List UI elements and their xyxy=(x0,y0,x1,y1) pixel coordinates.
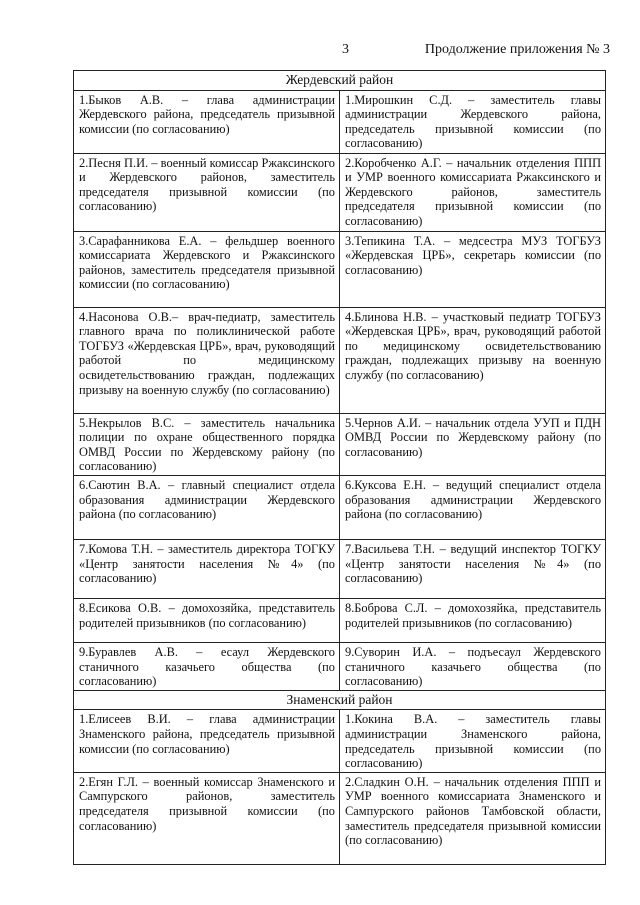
section-title: Жердевский район xyxy=(74,71,606,91)
table-row xyxy=(74,772,606,864)
table-row xyxy=(74,307,606,413)
reserve-member-cell: 9.Суворин И.А. – подъесаул Жердевского станичного казачьего общества (по согласованию) xyxy=(340,642,606,690)
table-row xyxy=(74,475,606,539)
commission-table xyxy=(73,70,606,865)
main-member-cell: 2.Егян Г.Л. – военный комиссар Знаменского и Сампурского районов, заместитель председателя призывной комиссии (по согласованию) xyxy=(74,772,340,864)
section-header-row xyxy=(74,71,606,91)
reserve-member-cell: 2.Сладкин О.Н. – начальник отделения ППП и УМР военного комиссариата Знаменского и Сампурского районов Тамбовской области, заместитель председателя призывной комиссии (по согласованию) xyxy=(340,772,606,864)
main-member-cell: 3.Сарафанникова Е.А. – фельдшер военного комиссариата Жердевского и Ржаксинского районов, заместитель председателя призывной комиссии (по согласованию) xyxy=(74,231,340,307)
table-row xyxy=(74,642,606,690)
page-number: 3 xyxy=(342,42,349,57)
main-member-cell: 8.Есикова О.В. – домохозяйка, представитель родителей призывников (по согласованию) xyxy=(74,598,340,642)
main-member-cell: 4.Насонова О.В.– врач-педиатр, заместитель главного врача по поликлинической работе ТОГБУЗ «Жердевская ЦРБ», врач, руководящий работой по медицинскому освидетельствованию граждан, подлежащих призыву на военную службу (по согласованию) xyxy=(74,307,340,413)
reserve-member-cell: 5.Чернов А.И. – начальник отдела УУП и ПДН ОМВД России по Жердевскому району (по согласованию) xyxy=(340,413,606,475)
table-row xyxy=(74,710,606,772)
reserve-member-cell: 1.Кокина В.А. – заместитель главы администрации Знаменского района, председатель призывной комиссии (по согласованию) xyxy=(340,710,606,772)
section-title: Знаменский район xyxy=(74,690,606,710)
reserve-member-cell: 7.Васильева Т.Н. – ведущий инспектор ТОГКУ «Центр занятости населения №4» (по согласованию) xyxy=(340,539,606,598)
main-member-cell: 7.Комова Т.Н. – заместитель директора ТОГКУ «Центр занятости населения №4» (по согласованию) xyxy=(74,539,340,598)
appendix-continuation-header: Продолжение приложения № 3 xyxy=(424,42,610,57)
section-header-row xyxy=(74,690,606,710)
reserve-member-cell: 1.Мирошкин С.Д. – заместитель главы администрации Жердевского района, председатель призывной комиссии (по согласованию) xyxy=(340,90,606,153)
reserve-member-cell: 3.Тепикина Т.А. – медсестра МУЗ ТОГБУЗ «Жердевская ЦРБ», секретарь комиссии (по согласованию) xyxy=(340,231,606,307)
main-member-cell: 6.Саютин В.А. – главный специалист отдела образования администрации Жердевского района (по согласованию) xyxy=(74,475,340,539)
reserve-member-cell: 6.Куксова Е.Н. – ведущий специалист отдела образования администрации Жердевского района (по согласованию) xyxy=(340,475,606,539)
table-row xyxy=(74,598,606,642)
reserve-member-cell: 4.Блинова Н.В. – участковый педиатр ТОГБУЗ «Жердевская ЦРБ», врач, руководящий работой по медицинскому освидетельствованию граждан, подлежащих призыву на военную службу (по согласованию) xyxy=(340,307,606,413)
table-row xyxy=(74,413,606,475)
table-row xyxy=(74,231,606,307)
reserve-member-cell: 8.Боброва С.Л. – домохозяйка, представитель родителей призывников (по согласованию) xyxy=(340,598,606,642)
table-row xyxy=(74,539,606,598)
table-row xyxy=(74,90,606,153)
main-member-cell: 9.Буравлев А.В. – есаул Жердевского станичного казачьего общества (по согласованию) xyxy=(74,642,340,690)
main-member-cell: 1.Елисеев В.И. – глава администрации Знаменского района, председатель призывной комиссии (по согласованию) xyxy=(74,710,340,772)
table-row xyxy=(74,153,606,231)
main-member-cell: 1.Быков А.В. – глава администрации Жердевского района, председатель призывной комиссии (по согласованию) xyxy=(74,90,340,153)
reserve-member-cell: 2.Коробченко А.Г. – начальник отделения ППП и УМР военного комиссариата Ржаксинского и Жердевского районов, заместитель председателя призывной комиссии (по согласованию) xyxy=(340,153,606,231)
main-member-cell: 2.Песня П.И. – военный комиссар Ржаксинского и Жердевского районов, заместитель председателя призывной комиссии (по согласованию) xyxy=(74,153,340,231)
main-member-cell: 5.Некрылов В.С. – заместитель начальника полиции по охране общественного порядка ОМВД России по Жердевскому району (по согласованию) xyxy=(74,413,340,475)
